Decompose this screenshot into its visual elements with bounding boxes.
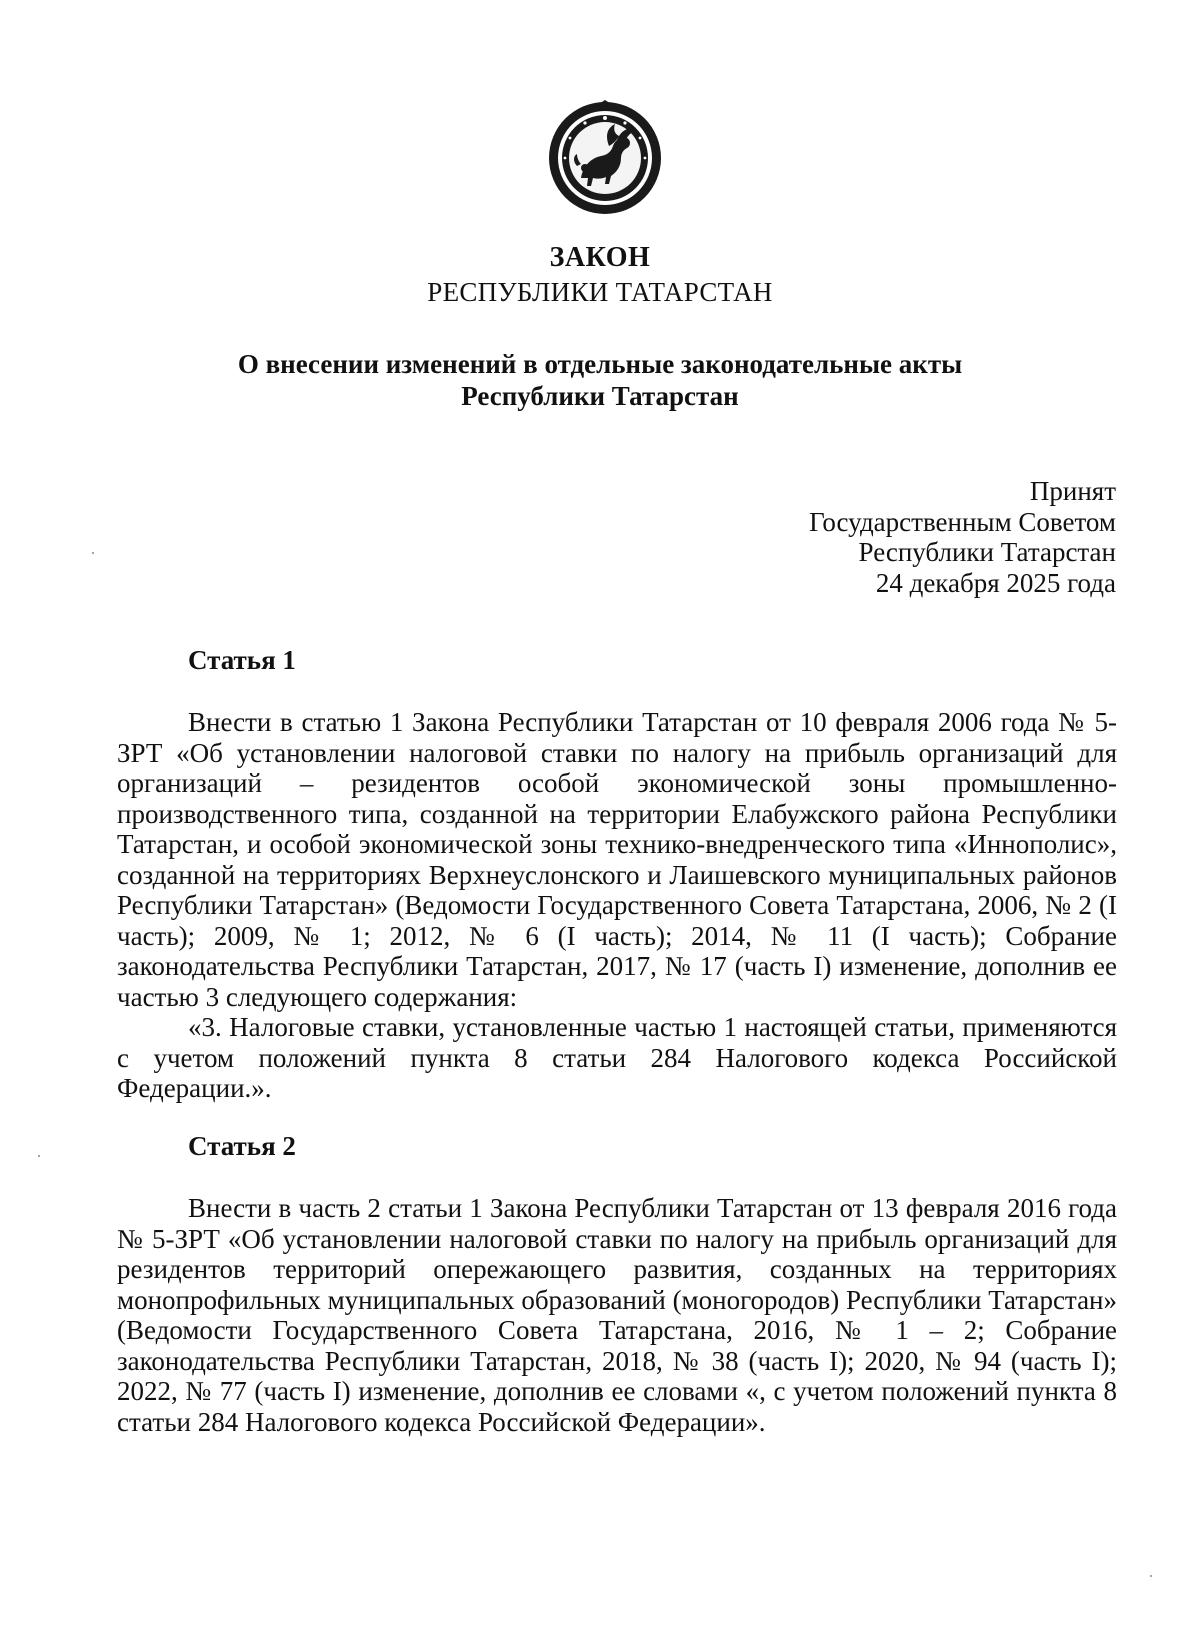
scan-speck: [92, 552, 94, 554]
scan-speck: [1150, 1575, 1152, 1577]
adoption-block: [809, 476, 1116, 598]
adoption-line2: Государственным Советом: [809, 506, 1116, 537]
law-type-heading: ЗАКОН: [549, 242, 651, 273]
coat-of-arms-icon: [547, 100, 663, 216]
article-1-heading: Статья 1: [188, 645, 296, 675]
document-title-line1: О внесении изменений в отдельные законодательные акты: [237, 349, 963, 379]
law-republic-heading: РЕСПУБЛИКИ ТАТАРСТАН: [427, 277, 773, 307]
article-2-heading: Статья 2: [188, 1131, 296, 1161]
article-2-paragraph-1: Внести в часть 2 статьи 1 Закона Республики Татарстан от 13 февраля 2016 года № 5-ЗРТ «Об установлении налоговой ставки по налогу на прибыль организаций для резидентов территорий опережающего развития, созданных на территориях монопрофильных муниципальных образований (моногородов) Республики Татарстан» (Ведомости Государственного Совета Татарстана, 2016, № 1 – 2; Собрание законодательства Республики Татарстан, 2018, № 38 (часть I); 2020, № 94 (часть I); 2022, № 77 (часть I) изменение, дополнив ее словами «, с учетом положений пункта 8 статьи 284 Налогового кодекса Российской Федерации».: [117, 1193, 1117, 1437]
document-title-line2: Республики Татарстан: [461, 381, 739, 411]
scan-speck: [38, 1155, 40, 1157]
article-2-body: [117, 1193, 1117, 1437]
article-1-paragraph-2: «3. Налоговые ставки, установленные частью 1 настоящей статьи, применяются с учетом положений пункта 8 статьи 284 Налогового кодекса Российской Федерации.».: [117, 1012, 1117, 1103]
adoption-line3: Республики Татарстан: [858, 537, 1116, 567]
document-title: [0, 348, 1200, 412]
adoption-line1: Принят: [1029, 476, 1116, 506]
adoption-date: 24 декабря 2025 года: [875, 567, 1116, 598]
article-1-body: [117, 707, 1117, 1104]
article-1-paragraph-1: Внести в статью 1 Закона Республики Татарстан от 10 февраля 2006 года № 5-ЗРТ «Об установлении налоговой ставки по налогу на прибыль организаций для организаций – резидентов особой экономической зоны промышленно-производственного типа, созданной на территории Елабужского района Республики Татарстан, и особой экономической зоны технико-внедренческого типа «Иннополис», созданной на территориях Верхнеуслонского и Лаишевского муниципальных районов Республики Татарстан» (Ведомости Государственного Совета Татарстана, 2006, № 2 (I часть); 2009, № 1; 2012, № 6 (I часть); 2014, № 11 (I часть); Собрание законодательства Республики Татарстан, 2017, № 17 (часть I) изменение, дополнив ее частью 3 следующего содержания:: [117, 707, 1117, 1012]
